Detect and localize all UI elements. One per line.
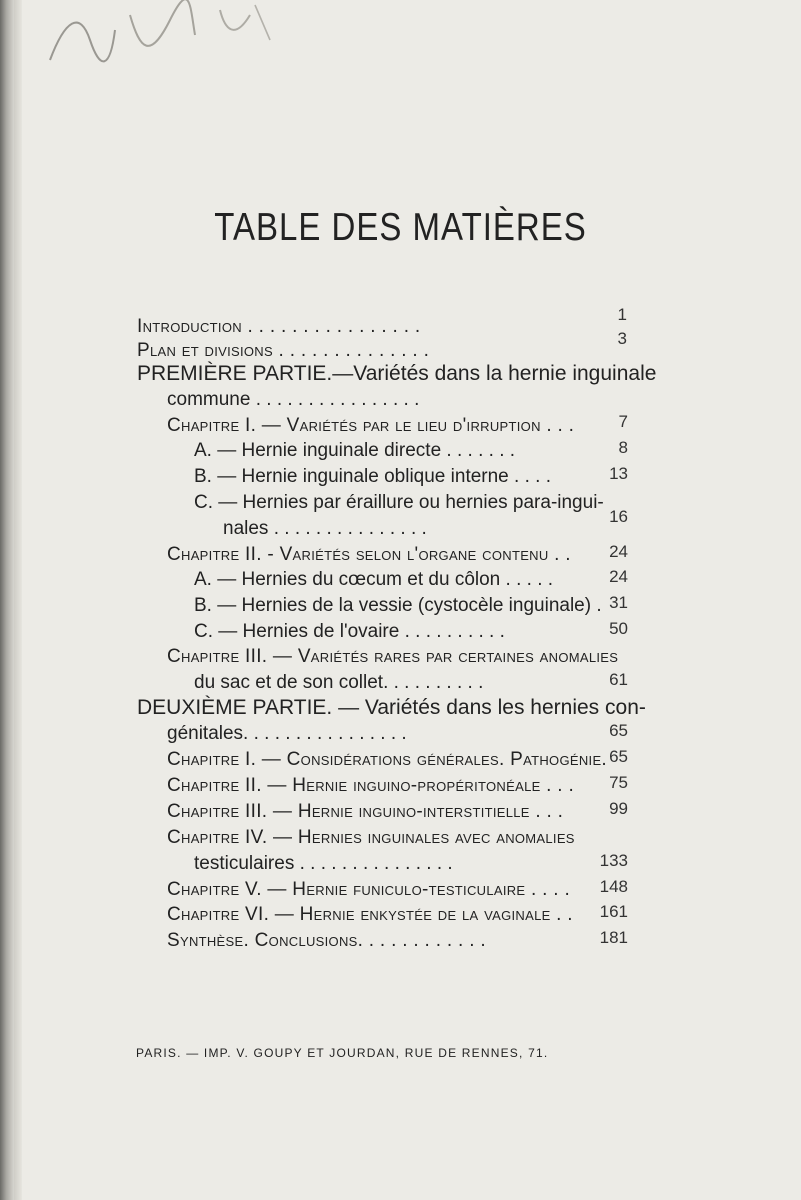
toc-entry-chapitre-2: Chapitre II. - Variétés selon l'organe contenu . . — [167, 544, 571, 565]
toc-entry-a-caecum: A. — Hernies du cœcum et du côlon . . . . . — [194, 569, 554, 590]
toc-entry-premiere-partie: PREMIÈRE PARTIE.—Variétés dans la hernie inguinale — [137, 362, 657, 385]
toc-page-nales: 16 — [609, 507, 628, 526]
toc-page-plan: 3 — [617, 329, 627, 348]
toc-page-chapitre-2-deux: 75 — [609, 773, 628, 792]
toc-entry-c-eraillure: C. — Hernies par éraillure ou hernies para-ingui- — [194, 492, 604, 513]
toc-entry-deuxieme-partie: DEUXIÈME PARTIE. — Variétés dans les hernies con- — [137, 696, 646, 719]
toc-entry-chapitre-3: Chapitre III. — Variétés rares par certaines anomalies — [167, 646, 619, 667]
toc-page-du-sac: 61 — [609, 670, 628, 689]
toc-entry-plan: Plan et divisions . . . . . . . . . . . . . . — [137, 340, 430, 361]
toc-page-chapitre-1: 7 — [618, 412, 628, 431]
toc-page-testiculaires: 133 — [599, 851, 628, 870]
toc-entry-chapitre-5-deux: Chapitre V. — Hernie funiculo-testiculaire . . . . — [167, 879, 571, 900]
toc-page-introduction: 1 — [617, 305, 627, 324]
toc-entry-nales: nales . . . . . . . . . . . . . . . — [223, 518, 427, 539]
toc-entry-chapitre-6-deux: Chapitre VI. — Hernie enkystée de la vaginale . . — [167, 904, 573, 925]
toc-page-a-directe: 8 — [618, 438, 628, 457]
toc-entry-genitales: génitales. . . . . . . . . . . . . . . . — [167, 723, 407, 744]
toc-entry-introduction: Introduction . . . . . . . . . . . . . . . . — [137, 316, 421, 337]
toc-page-chapitre-5-deux: 148 — [599, 877, 628, 896]
toc-entry-chapitre-1: Chapitre I. — Variétés par le lieu d'irruption . . . — [167, 415, 575, 436]
toc-page-c-ovaire: 50 — [609, 619, 628, 638]
toc-entry-commune: commune . . . . . . . . . . . . . . . . — [167, 389, 420, 410]
toc-entry-b-vessie: B. — Hernies de la vessie (cystocèle inguinale) . — [194, 595, 602, 616]
toc-entry-chapitre-1-deux: Chapitre I. — Considérations générales. Pathogénie. — [167, 749, 607, 770]
toc-page-b-vessie: 31 — [609, 593, 628, 612]
toc-entry-synthese: Synthèse. Conclusions. . . . . . . . . . . . — [167, 930, 486, 951]
toc-page-genitales: 65 — [609, 721, 628, 740]
toc-page-chapitre-1-deux: 65 — [609, 747, 628, 766]
toc-entry-chapitre-2-deux: Chapitre II. — Hernie inguino-propéritonéale . . . — [167, 775, 575, 796]
toc-page-chapitre-6-deux: 161 — [599, 902, 628, 921]
toc-page-synthese: 181 — [599, 928, 628, 947]
toc-page-a-caecum: 24 — [609, 567, 628, 586]
toc-entry-b-oblique: B. — Hernie inguinale oblique interne . . . . — [194, 466, 551, 487]
toc-entry-a-directe: A. — Hernie inguinale directe . . . . . . . — [194, 440, 516, 461]
printer-imprint: PARIS. — IMP. V. GOUPY ET JOURDAN, RUE DE RENNES, 71. — [136, 1046, 549, 1060]
toc-page-b-oblique: 13 — [609, 464, 628, 483]
toc-page-chapitre-3-deux: 99 — [609, 799, 628, 818]
toc-page-chapitre-2: 24 — [609, 542, 628, 561]
toc-entry-chapitre-4-deux: Chapitre IV. — Hernies inguinales avec anomalies — [167, 827, 575, 848]
toc-entry-testiculaires: testiculaires . . . . . . . . . . . . . . . — [194, 853, 453, 874]
toc-entry-c-ovaire: C. — Hernies de l'ovaire . . . . . . . . . . — [194, 621, 505, 642]
page-title: TABLE DES MATIÈRES — [214, 204, 587, 249]
toc-entry-du-sac: du sac et de son collet. . . . . . . . . . — [194, 672, 484, 693]
toc-entry-chapitre-3-deux: Chapitre III. — Hernie inguino-interstitielle . . . — [167, 801, 564, 822]
